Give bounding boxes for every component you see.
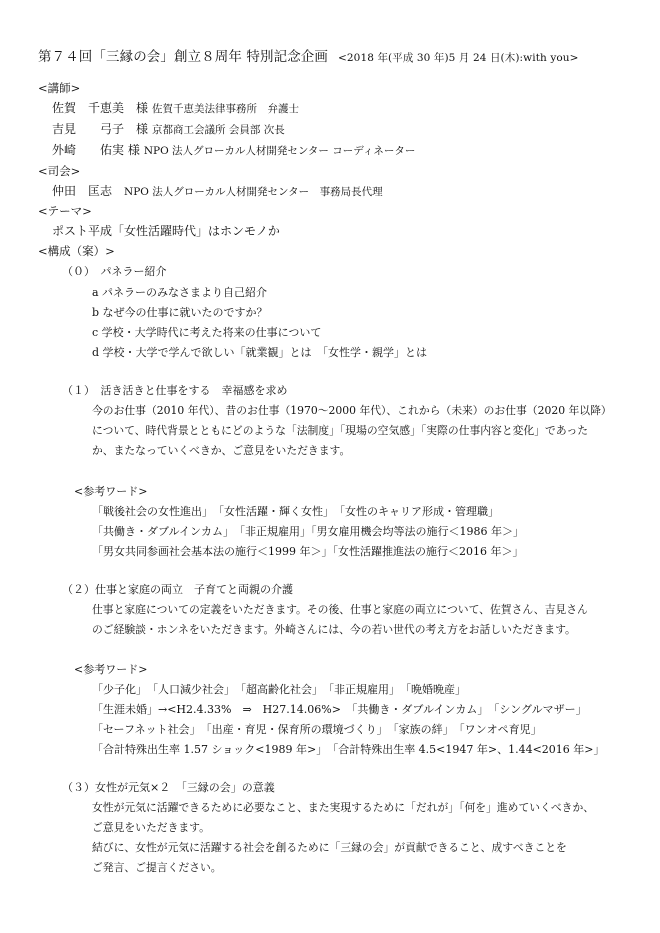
section-1-keyword-line: 「男女共同参画社会基本法の施行＜1999 年＞」「女性活躍推進法の施行＜2016 年＞」 — [92, 545, 524, 558]
section-3-paragraph-line: ご意見をいただきます。 — [92, 821, 210, 834]
section-1-title: （１） 活き活きと仕事をする 幸福感を求め — [62, 384, 288, 397]
section-1-paragraph-line: か、またなっていくべきか、ご意見をいただきます。 — [92, 444, 351, 457]
lecturer-name: 吉見 弓子 様 — [52, 122, 149, 136]
section-2-paragraph-line: 仕事と家庭についての定義をいただきます。その後、仕事と家庭の両立について、佐賀さん、吉見さん — [92, 603, 588, 616]
lecturer-affiliation: 京都商工会議所 会員部 次長 — [152, 124, 285, 136]
section-0-item: a パネラーのみなさまより自己紹介 — [92, 286, 268, 299]
section-2-keywords-header: <参考ワード> — [74, 663, 148, 676]
lecturer-2 — [52, 123, 285, 137]
section-2-keyword-line: 「少子化」 「人口減少社会」 「超高齢化社会」 「非正規雇用」 「晩婚晩産」 — [92, 683, 466, 696]
moderator-header: <司会> — [38, 164, 81, 178]
lecturer-affiliation: 佐賀千恵美法律事務所 弁護士 — [152, 103, 300, 115]
section-2-paragraph-line: のご経験談・ホンネをいただきます。外崎さんには、今の若い世代の考え方をお話しいただきます。 — [92, 623, 576, 636]
lecturers-header: <講師> — [38, 81, 81, 95]
lecturer-1 — [52, 102, 299, 116]
section-3-paragraph-line: 結びに、女性が元気に活躍する社会を創るために「三縁の会」が貢献できること、成すべきことを — [92, 841, 567, 854]
lecturer-3 — [52, 144, 415, 158]
lecturer-affiliation: NPO 法人グローカル人材開発センター コーディネーター — [143, 145, 416, 157]
structure-header: <構成（案）> — [38, 244, 115, 258]
title-main: 第７４回「三縁の会」創立８周年 特別記念企画 — [38, 49, 328, 65]
section-3-paragraph-line: 女性が元気に活躍できるために必要なこと、また実現するために「だれが」「何を」進めていくべきか、 — [92, 801, 595, 814]
section-1-paragraph-line: 今のお仕事（2010 年代）、昔のお仕事（1970～2000 年代）、これから（未来）のお仕事（2020 年以降） — [92, 404, 612, 417]
document-title — [38, 50, 579, 66]
section-2-title: （２）仕事と家庭の両立 子育てと両親の介護 — [62, 583, 293, 596]
section-1-keyword-line: 「共働き・ダブルインカム」 「非正規雇用」「男女雇用機会均等法の施行＜1986 年＞」 — [92, 525, 524, 538]
lecturer-name: 外崎 佑実 様 — [52, 143, 140, 157]
section-2-keyword-line: 「セーフネット社会」 「出産・育児・保育所の環境づくり」 「家族の絆」 「ワンオペ育児」 — [92, 723, 542, 736]
theme-header: <テーマ> — [38, 204, 92, 218]
section-1-paragraph-line: について、時代背景とともにどのような「法制度」「現場の空気感」「実際の仕事内容と変化」であった — [92, 424, 589, 437]
theme-text: ポスト平成「女性活躍時代」はホンモノか — [52, 224, 280, 238]
title-date: <2018 年(平成 30 年)5 月 24 日(木):with you> — [338, 52, 579, 64]
section-3-paragraph-line: ご発言、ご提言ください。 — [92, 861, 222, 874]
lecturer-name: 佐賀 千恵美 様 — [52, 101, 149, 115]
moderator-name: 仲田 匡志 — [52, 184, 113, 198]
section-0-item: d 学校・大学で学んで欲しい「就業観」とは 「女性学・親学」とは — [92, 346, 428, 359]
section-2-keyword-line: 「生涯未婚」→<H2.4.33% ⇒ H27.14.06%> 「共働き・ダブルインカム」 「シングルマザー」 — [92, 703, 587, 716]
moderator — [52, 185, 383, 199]
moderator-affiliation: NPO 法人グローカル人材開発センター 事務局長代理 — [124, 186, 383, 198]
section-1-keywords-header: <参考ワード> — [74, 485, 148, 498]
section-0-title: （０） パネラー紹介 — [62, 265, 167, 278]
section-3-title: （３）女性が元気×２ 「三縁の会」の意義 — [62, 781, 275, 794]
section-1-keyword-line: 「戦後社会の女性進出」 「女性活躍・輝く女性」 「女性のキャリア形成・管理職」 — [92, 505, 499, 518]
section-0-item: b なぜ今の仕事に就いたのですか？ — [92, 306, 268, 319]
section-0-item: c 学校・大学時代に考えた将来の仕事について — [92, 326, 322, 339]
section-2-keyword-line: 「合計特殊出生率 1.57 ショック<1989 年>」 「合計特殊出生率 4.5<1947 年>、1.44<2016 年>」 — [92, 743, 605, 756]
